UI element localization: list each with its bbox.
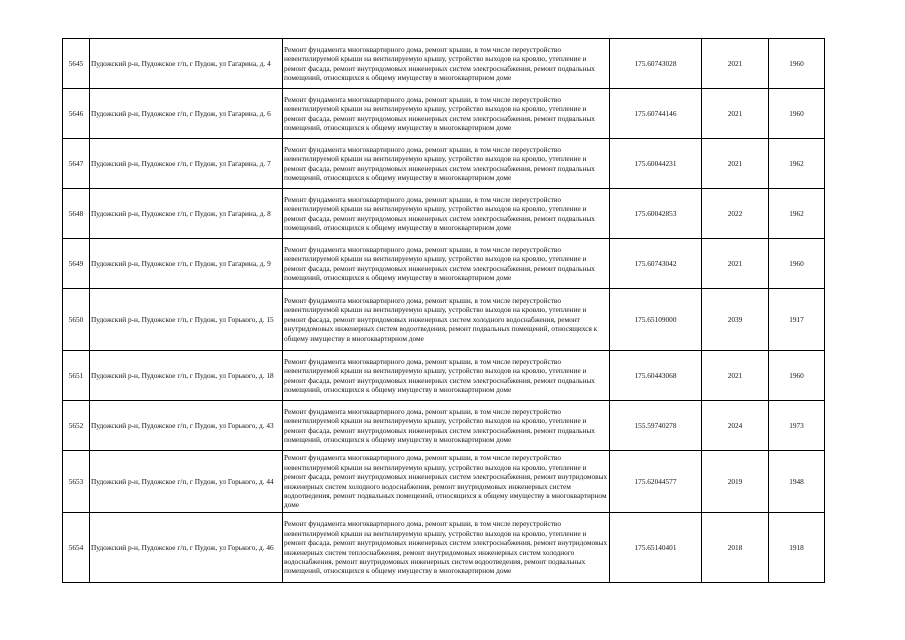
row-number-cell: 5650: [63, 289, 90, 351]
built-year-cell: 1960: [769, 239, 825, 289]
built-year-cell: 1962: [769, 189, 825, 239]
built-year-cell: 1960: [769, 351, 825, 401]
cost-cell: 175.60044231: [610, 139, 702, 189]
cost-cell: 175.62044577: [610, 451, 702, 513]
register-table-body: [63, 39, 825, 583]
address-cell: Пудожский р-н, Пудожское г/п, г Пудож, ул Горького, д. 18: [90, 351, 283, 401]
row-number-cell: 5654: [63, 513, 90, 583]
built-year-cell: 1948: [769, 451, 825, 513]
address-cell: Пудожский р-н, Пудожское г/п, г Пудож, ул Гагарина, д. 6: [90, 89, 283, 139]
built-year-cell: 1960: [769, 39, 825, 89]
row-number-cell: 5652: [63, 401, 90, 451]
planned-year-cell: 2021: [702, 139, 769, 189]
planned-year-cell: 2021: [702, 39, 769, 89]
built-year-cell: 1973: [769, 401, 825, 451]
built-year-cell: 1960: [769, 89, 825, 139]
address-cell: Пудожский р-н, Пудожское г/п, г Пудож, ул Гагарина, д. 7: [90, 139, 283, 189]
works-cell: Ремонт фундамента многоквартирного дома, ремонт крыши, в том числе переустройство невентилируемой крыши на вентилируемую крышу, устройство выходов на кровлю, утепление и ремонт фасада, ремонт внутридомовых инженерных систем электроснабжения, ремонт подвальных помещений, относящихся к общему имуществу в многоквартирном доме: [283, 401, 610, 451]
cost-cell: 155.59740278: [610, 401, 702, 451]
works-cell: Ремонт фундамента многоквартирного дома, ремонт крыши, в том числе переустройство невентилируемой крыши на вентилируемую крышу, устройство выходов на кровлю, утепление и ремонт фасада, ремонт внутридомовых инженерных систем электроснабжения, ремонт подвальных помещений, относящихся к общему имуществу в многоквартирном доме: [283, 239, 610, 289]
built-year-cell: 1917: [769, 289, 825, 351]
planned-year-cell: 2022: [702, 189, 769, 239]
address-cell: Пудожский р-н, Пудожское г/п, г Пудож, ул Горького, д. 43: [90, 401, 283, 451]
planned-year-cell: 2021: [702, 89, 769, 139]
table-row: [63, 351, 825, 401]
works-cell: Ремонт фундамента многоквартирного дома, ремонт крыши, в том числе переустройство невентилируемой крыши на вентилируемую крышу, устройство выходов на кровлю, утепление и ремонт фасада, ремонт внутридомовых инженерных систем электроснабжения, ремонт подвальных помещений, относящихся к общему имуществу в многоквартирном доме: [283, 39, 610, 89]
built-year-cell: 1962: [769, 139, 825, 189]
address-cell: Пудожский р-н, Пудожское г/п, г Пудож, ул Горького, д. 15: [90, 289, 283, 351]
planned-year-cell: 2018: [702, 513, 769, 583]
address-cell: Пудожский р-н, Пудожское г/п, г Пудож, ул Гагарина, д. 8: [90, 189, 283, 239]
row-number-cell: 5646: [63, 89, 90, 139]
address-cell: Пудожский р-н, Пудожское г/п, г Пудож, ул Гагарина, д. 9: [90, 239, 283, 289]
table-row: [63, 451, 825, 513]
cost-cell: 175.60743042: [610, 239, 702, 289]
works-cell: Ремонт фундамента многоквартирного дома, ремонт крыши, в том числе переустройство невентилируемой крыши на вентилируемую крышу, устройство выходов на кровлю, утепление и ремонт фасада, ремонт внутридомовых инженерных систем электроснабжения, ремонт внутридомовых инженерных систем холодного водоснабжения, ремонт внутридомовых инженерных систем водоотведения, ремонт подвальных помещений, относящихся к общему имуществу в многоквартирном доме: [283, 451, 610, 513]
works-cell: Ремонт фундамента многоквартирного дома, ремонт крыши, в том числе переустройство невентилируемой крыши на вентилируемую крышу, устройство выходов на кровлю, утепление и ремонт фасада, ремонт внутридомовых инженерных систем электроснабжения, ремонт подвальных помещений, относящихся к общему имуществу в многоквартирном доме: [283, 139, 610, 189]
cost-cell: 175.60743028: [610, 39, 702, 89]
planned-year-cell: 2039: [702, 289, 769, 351]
works-cell: Ремонт фундамента многоквартирного дома, ремонт крыши, в том числе переустройство невентилируемой крыши на вентилируемую крышу, устройство выходов на кровлю, утепление и ремонт фасада, ремонт внутридомовых инженерных систем электроснабжения, ремонт подвальных помещений, относящихся к общему имуществу в многоквартирном доме: [283, 189, 610, 239]
table-row: [63, 513, 825, 583]
works-cell: Ремонт фундамента многоквартирного дома, ремонт крыши, в том числе переустройство невентилируемой крыши на вентилируемую крышу, устройство выходов на кровлю, утепление и ремонт фасада, ремонт внутридомовых инженерных систем холодного водоснабжения, ремонт внутридомовых инженерных систем водоотведения, ремонт подвальных помещений, относящихся к общему имуществу в многоквартирном доме: [283, 289, 610, 351]
table-row: [63, 39, 825, 89]
row-number-cell: 5647: [63, 139, 90, 189]
row-number-cell: 5645: [63, 39, 90, 89]
table-row: [63, 401, 825, 451]
row-number-cell: 5653: [63, 451, 90, 513]
table-row: [63, 239, 825, 289]
planned-year-cell: 2019: [702, 451, 769, 513]
table-row: [63, 289, 825, 351]
address-cell: Пудожский р-н, Пудожское г/п, г Пудож, ул Горького, д. 46: [90, 513, 283, 583]
works-cell: Ремонт фундамента многоквартирного дома, ремонт крыши, в том числе переустройство невентилируемой крыши на вентилируемую крышу, устройство выходов на кровлю, утепление и ремонт фасада, ремонт внутридомовых инженерных систем электроснабжения, ремонт подвальных помещений, относящихся к общему имуществу в многоквартирном доме: [283, 89, 610, 139]
address-cell: Пудожский р-н, Пудожское г/п, г Пудож, ул Гагарина, д. 4: [90, 39, 283, 89]
table-row: [63, 89, 825, 139]
planned-year-cell: 2024: [702, 401, 769, 451]
cost-cell: 175.65140401: [610, 513, 702, 583]
address-cell: Пудожский р-н, Пудожское г/п, г Пудож, ул Горького, д. 44: [90, 451, 283, 513]
row-number-cell: 5649: [63, 239, 90, 289]
planned-year-cell: 2021: [702, 351, 769, 401]
table-row: [63, 189, 825, 239]
planned-year-cell: 2021: [702, 239, 769, 289]
works-cell: Ремонт фундамента многоквартирного дома, ремонт крыши, в том числе переустройство невентилируемой крыши на вентилируемую крышу, устройство выходов на кровлю, утепление и ремонт фасада, ремонт внутридомовых инженерных систем электроснабжения, ремонт подвальных помещений, относящихся к общему имуществу в многоквартирном доме: [283, 351, 610, 401]
works-cell: Ремонт фундамента многоквартирного дома, ремонт крыши, в том числе переустройство невентилируемой крыши на вентилируемую крышу, устройство выходов на кровлю, утепление и ремонт фасада, ремонт внутридомовых инженерных систем электроснабжения, ремонт внутридомовых инженерных систем теплоснабжения, ремонт внутридомовых инженерных систем холодного водоснабжения, ремонт внутридомовых инженерных систем водоотведения, ремонт подвальных помещений, относящихся к общему имуществу в многоквартирном доме: [283, 513, 610, 583]
cost-cell: 175.65109000: [610, 289, 702, 351]
table-row: [63, 139, 825, 189]
row-number-cell: 5651: [63, 351, 90, 401]
row-number-cell: 5648: [63, 189, 90, 239]
cost-cell: 175.60443068: [610, 351, 702, 401]
cost-cell: 175.60744146: [610, 89, 702, 139]
register-table: [62, 38, 825, 583]
cost-cell: 175.60042853: [610, 189, 702, 239]
built-year-cell: 1918: [769, 513, 825, 583]
